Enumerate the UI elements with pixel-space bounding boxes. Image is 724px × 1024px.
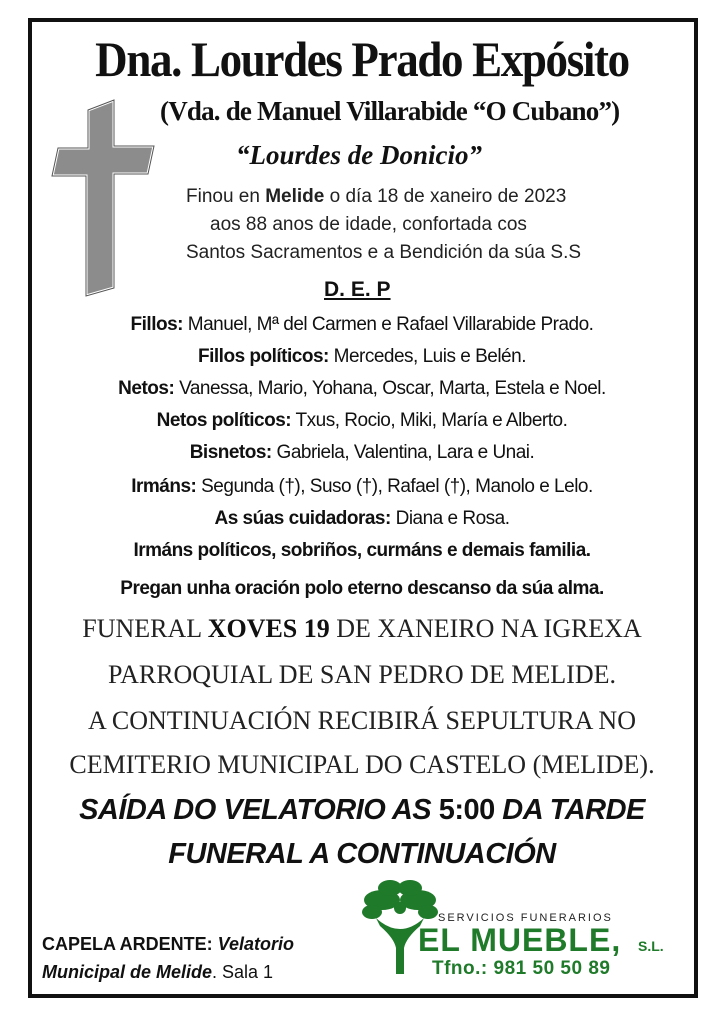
family-extra: Irmáns políticos, sobriños, curmáns e demais familia.	[133, 540, 591, 561]
departure-line2: FUNERAL A CONTINUACIÓN	[168, 838, 556, 870]
family-line: Netos políticos: Txus, Rocio, Miki, María e Alberto.	[156, 410, 568, 431]
family-line: Fillos: Manuel, Mª del Carmen e Rafael Villarabide Prado.	[130, 314, 594, 335]
death-info-line3: Santos Sacramentos e a Bendición da súa S.S	[186, 242, 582, 263]
widow-of: (Vda. de Manuel Villarabide “O Cubano”)	[160, 96, 620, 126]
logo-service-text: SERVICIOS FUNERARIOS	[438, 912, 613, 924]
logo-company-name: EL MUEBLE,	[418, 922, 622, 958]
funeral-line1: FUNERAL XOVES 19 DE XANEIRO NA IGREXA	[82, 614, 642, 643]
deceased-name: Dna. Lourdes Prado Expósito	[95, 31, 629, 87]
chapel-line2: Municipal de Melide. Sala 1	[42, 962, 274, 982]
logo-phone: Tfno.: 981 50 50 89	[432, 958, 611, 979]
logo-company-suffix: S.L.	[638, 938, 664, 954]
death-info-line2: aos 88 anos de idade, confortada cos	[210, 214, 527, 235]
chapel-line1: CAPELA ARDENTE: Velatorio	[42, 934, 295, 954]
family-line: Fillos políticos: Mercedes, Luis e Belén.	[198, 346, 526, 367]
dep-heading: D. E. P	[324, 278, 391, 301]
funeral-line4: CEMITERIO MUNICIPAL DO CASTELO (MELIDE).	[69, 750, 655, 779]
family-line: Bisnetos: Gabriela, Valentina, Lara e Unai.	[189, 442, 535, 463]
departure-line1: SAÍDA DO VELATORIO AS 5:00 DA TARDE	[79, 794, 645, 826]
family-line: As súas cuidadoras: Diana e Rosa.	[214, 508, 510, 529]
funeral-line2: PARROQUIAL DE SAN PEDRO DE MELIDE.	[108, 660, 616, 689]
funeral-line3: A CONTINUACIÓN RECIBIRÁ SEPULTURA NO	[88, 706, 636, 735]
prayer-request: Pregan unha oración polo eterno descanso da súa alma.	[120, 578, 604, 599]
death-info-line1: Finou en Melide o día 18 de xaneiro de 2023	[186, 186, 567, 207]
latin-cross-icon	[48, 96, 158, 300]
nickname: “Lourdes de Donicio”	[236, 140, 482, 170]
family-line: Irmáns: Segunda (†), Suso (†), Rafael (†), Manolo e Lelo.	[131, 476, 593, 497]
family-line: Netos: Vanessa, Mario, Yohana, Oscar, Marta, Estela e Noel.	[118, 378, 606, 399]
